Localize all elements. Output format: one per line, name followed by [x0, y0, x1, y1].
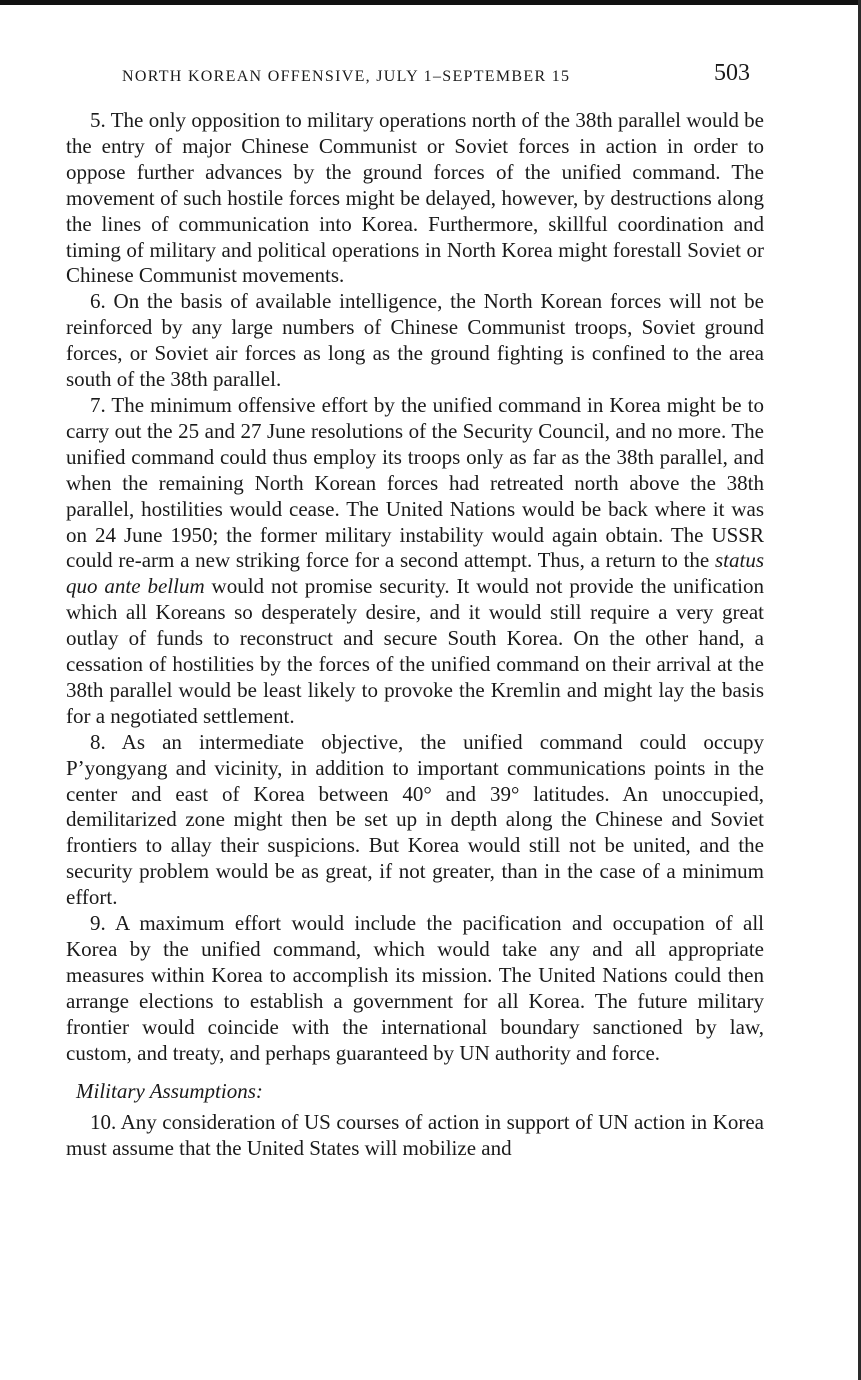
paragraph-9: 9. A maximum effort would include the pacification and occupation of all Korea by the unified command, which would take any and all appropriate measures within Korea to accomplish its mission. The United Nations could then arrange elections to establish a government for all Korea. The future military frontier would coincide with the international boundary sanctioned by law, custom, and treaty, and perhaps guaranteed by UN authority and force.: [66, 911, 764, 1065]
paragraph-5: 5. The only opposition to military operations north of the 38th parallel would be the entry of major Chinese Communist or Soviet forces in action in order to oppose further advances by the ground forces of the unified command. The movement of such hostile forces might be delayed, however, by destructions along the lines of communication into Korea. Furthermore, skillful coordination and timing of military and political operations in North Korea might forestall Soviet or Chinese Communist movements.: [66, 108, 764, 288]
running-head: [122, 60, 750, 94]
document-body: [66, 108, 764, 1162]
running-head-title: NORTH KOREAN OFFENSIVE, JULY 1–SEPTEMBER 15: [122, 68, 571, 85]
paragraph-10: 10. Any consideration of US courses of action in support of UN action in Korea must assume that the United States will mobilize and: [66, 1110, 764, 1161]
section-heading-military-assumptions: Military Assumptions:: [76, 1078, 263, 1103]
latin-phrase: status quo ante bellum: [66, 548, 764, 599]
page-number: 503: [714, 60, 750, 86]
paragraph-7-text-after: would not promise security. It would not provide the unification which all Koreans so desperately desire, and it would still require a very great outlay of funds to reconstruct and secure South Korea. On the other hand, a cessation of hostilities by the forces of the unified command on their arrival at the 38th parallel would be least likely to provoke the Kremlin and might lay the basis for a negotiated settlement.: [66, 574, 765, 728]
paragraph-8: 8. As an intermediate objective, the unified command could occupy P’yongyang and vicinity, in addition to important communications points in the center and east of Korea between 40° and 39° latitudes. An unoccupied, demilitarized zone might then be set up in depth along the Chinese and Soviet frontiers to allay their suspicions. But Korea would still not be united, and the security problem would be as great, if not greater, than in the case of a minimum effort.: [66, 729, 764, 910]
top-border-rule: [0, 0, 861, 5]
paragraph-7-text-before: 7. The minimum offensive effort by the unified command in Korea might be to carry out the 25 and 27 June resolutions of the Security Council, and no more. The unified command could thus employ its troops only as far as the 38th parallel, and when the remaining North Korean forces had retreated north above the 38th parallel, hostilities would cease. The United Nations would be back where it was on 24 June 1950; the former military instability would again obtain. The USSR could re-arm a new striking force for a second attempt. Thus, a return to the: [66, 392, 764, 573]
paragraph-6: 6. On the basis of available intelligence, the North Korean forces will not be reinforced by any large numbers of Chinese Communist troops, Soviet ground forces, or Soviet air forces as long as the ground fighting is confined to the area south of the 38th parallel.: [66, 289, 764, 392]
paragraph-7: [66, 393, 764, 730]
